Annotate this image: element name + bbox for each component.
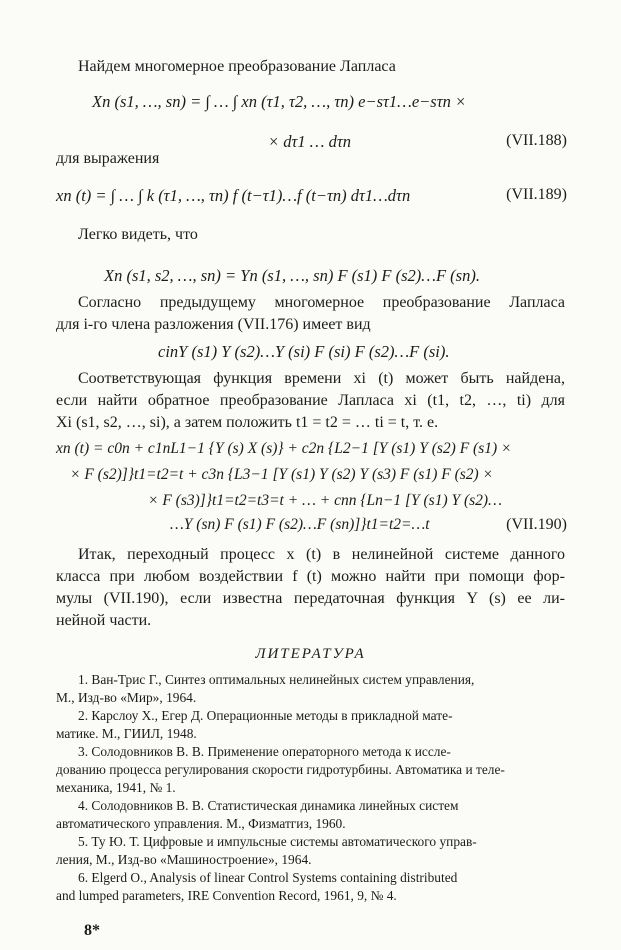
easy-to-see-line: Легко видеть, что	[78, 226, 198, 243]
reference-3-line2: дованию процесса регулирования скорости гидротурбины. Автоматика и теле-	[56, 762, 505, 777]
reference-6-line2: and lumped parameters, IRE Convention Record, 1961, 9, № 4.	[56, 888, 397, 903]
reference-4-line2: автоматического управления. М., Физматгиз, 1960.	[56, 816, 346, 831]
paragraph3-line2: класса при любом воздействии f (t) можно найти при помощи фор-	[56, 568, 565, 585]
paragraph1-line2: для i-го члена разложения (VII.176) имеет вид	[56, 316, 371, 333]
reference-1-line1: 1. Ван-Трис Г., Синтез оптимальных нелинейных систем управления,	[78, 672, 475, 687]
reference-3-line1: 3. Солодовников В. В. Применение операторного метода к иссле-	[78, 744, 451, 759]
intro-line: Найдем многомерное преобразование Лапласа	[78, 58, 396, 75]
equation-190-line3: × F (s3)]}t1=t2=t3=t + … + cnn {Ln−1 [Y (s1) Y (s2)…	[148, 492, 502, 509]
reference-4-line1: 4. Солодовников В. В. Статистическая динамика линейных систем	[78, 798, 459, 813]
paragraph1-line1: Согласно предыдущему многомерное преобразование Лапласа	[78, 294, 565, 311]
reference-1-line2: М., Изд-во «Мир», 1964.	[56, 690, 197, 705]
paragraph2-line3: Xi (s1, s2, …, si), а затем положить t1 = t2 = … ti = t, т. е.	[56, 414, 439, 431]
paragraph3-line1: Итак, переходный процесс x (t) в нелинейной системе данного	[78, 546, 565, 563]
equation-cin: cinY (s1) Y (s2)…Y (si) F (si) F (s2)…F (si).	[158, 342, 450, 361]
equation-easy: Xn (s1, s2, …, sn) = Yn (s1, …, sn) F (s1) F (s2)…F (sn).	[104, 266, 480, 285]
reference-2-line2: матике. М., ГИИЛ, 1948.	[56, 726, 197, 741]
equation-188-line1: Xn (s1, …, sn) = ∫ … ∫ xn (τ1, τ2, …, τn) e−sτ1…e−sτn ×	[92, 92, 467, 111]
equation-189-number: (VII.189)	[506, 186, 567, 203]
reference-6-line1: 6. Elgerd O., Analysis of linear Control Systems containing distributed	[78, 870, 458, 885]
reference-3-line3: механика, 1941, № 1.	[56, 780, 176, 795]
equation-190-number: (VII.190)	[506, 516, 567, 533]
paragraph3-line3: мулы (VII.190), если известна передаточная функция Y (s) ее ли-	[56, 590, 565, 607]
reference-5-line2: ления, М., Изд-во «Машиностроение», 1964.	[56, 852, 312, 867]
page-number: 8*	[84, 922, 100, 939]
paragraph2-line2: если найти обратное преобразование Лапласа xi (t1, t2, …, ti) для	[56, 392, 565, 409]
equation-188-number: (VII.188)	[506, 132, 567, 149]
equation-190-line4: …Y (sn) F (s1) F (s2)…F (sn)]}t1=t2=…t	[170, 516, 430, 533]
equation-188-line2: × dτ1 … dτn	[268, 132, 351, 151]
for-expression-line: для выражения	[56, 150, 160, 167]
references-heading: ЛИТЕРАТУРА	[255, 646, 366, 662]
reference-2-line1: 2. Карслоу Х., Егер Д. Операционные методы в прикладной мате-	[78, 708, 453, 723]
reference-5-line1: 5. Ту Ю. Т. Цифровые и импульсные системы автоматического управ-	[78, 834, 477, 849]
paragraph2-line1: Соответствующая функция времени xi (t) может быть найдена,	[78, 370, 565, 387]
equation-190-line2: × F (s2)]}t1=t2=t + c3n {L3−1 [Y (s1) Y (s2) Y (s3) F (s1) F (s2) ×	[70, 466, 494, 483]
paragraph3-line4: нейной части.	[56, 612, 152, 629]
equation-189: xn (t) = ∫ … ∫ k (τ1, …, τn) f (t−τ1)…f (t−τn) dτ1…dτn	[56, 186, 411, 205]
equation-190-line1: xn (t) = c0n + c1nL1−1 {Y (s) X (s)} + c2n {L2−1 [Y (s1) Y (s2) F (s1) ×	[56, 440, 512, 457]
